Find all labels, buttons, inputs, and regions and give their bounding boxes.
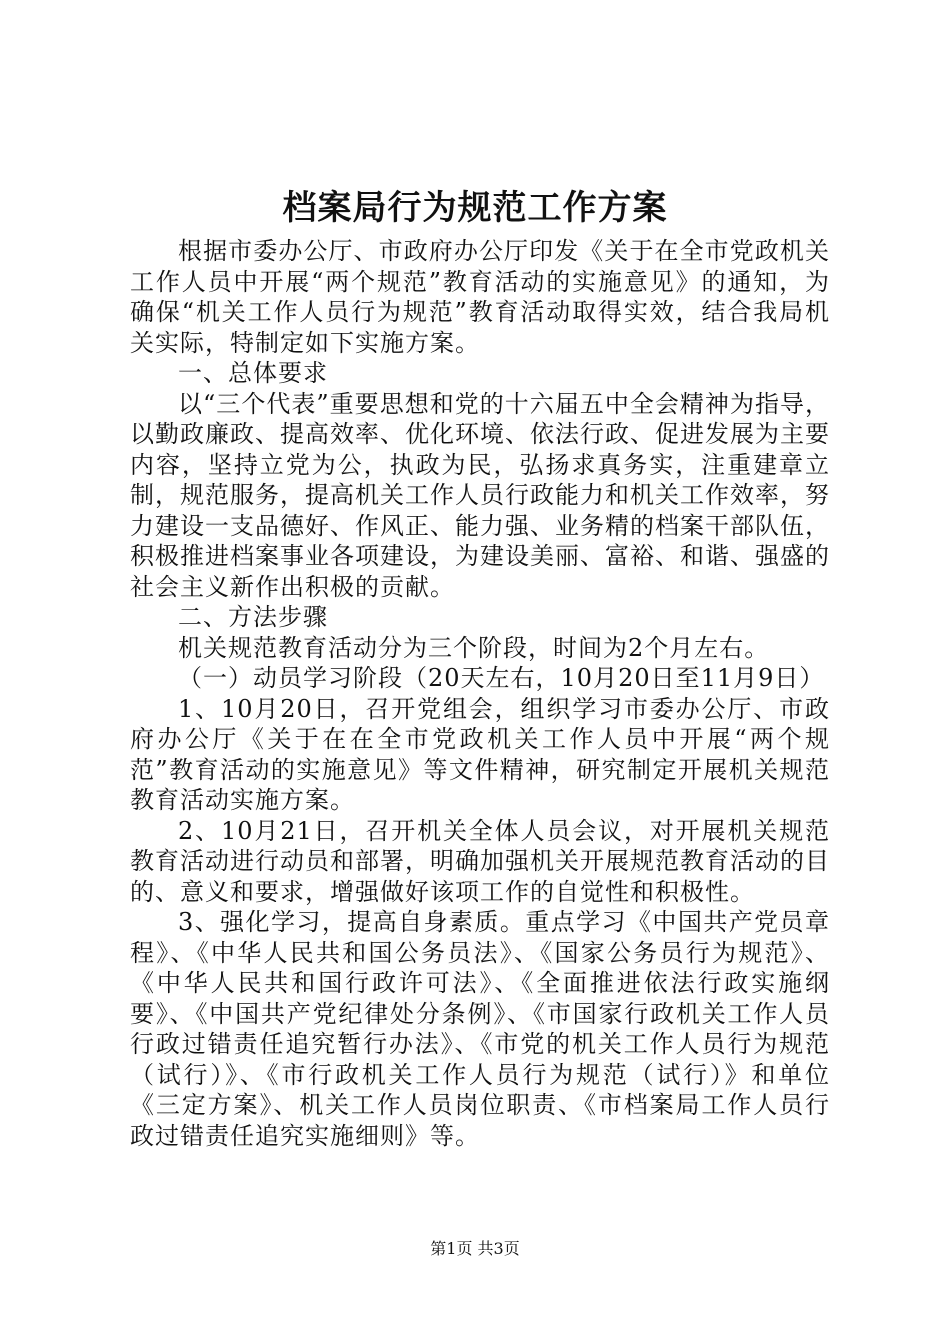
paragraph-step-3: 3、强化学习，提高自身素质。重点学习《中国共产党员章程》、《中华人民共和国公务员法》、《国家公务员行为规范》、《中华人民共和国行政许可法》、《全面推进依法行政实施纲要》、《中国共产党纪律处分条例》、《市国家行政机关工作人员行政过错责任追究暂行办法》、《市党的机关工作人员行为规范（试行）》、《市行政机关工作人员行为规范（试行）》和单位《三定方案》、机关工作人员岗位职责、《市档案局工作人员行政过错责任追究实施细则》等。	[130, 908, 830, 1150]
section-heading-method-steps: 二、方法步骤	[178, 603, 328, 631]
document-title: 档案局行为规范工作方案	[282, 188, 668, 228]
document-body	[130, 236, 830, 1151]
paragraph-stages-overview: 机关规范教育活动分为三个阶段，时间为2个月左右。	[178, 633, 770, 662]
subheading-mobilization-stage: （一）动员学习阶段（20天左右，10月20日至11月9日）	[178, 664, 825, 692]
paragraph-intro: 根据市委办公厅、市政府办公厅印发《关于在全市党政机关工作人员中开展“两个规范”教育活动的实施意见》的通知，为确保“机关工作人员行为规范”教育活动取得实效，结合我局机关实际，特制定如下实施方案。	[130, 237, 830, 357]
paragraph-step-2: 2、10月21日，召开机关全体人员会议，对开展机关规范教育活动进行动员和部署，明确加强机关开展规范教育活动的目的、意义和要求，增强做好该项工作的自觉性和积极性。	[130, 816, 830, 906]
paragraph-general-requirements: 以“三个代表”重要思想和党的十六届五中全会精神为指导，以勤政廉政、提高效率、优化环境、依法行政、促进发展为主要内容，坚持立党为公，执政为民，弘扬求真务实，注重建章立制，规范服务，提高机关工作人员行政能力和机关工作效率，努力建设一支品德好、作风正、能力强、业务精的档案干部队伍，积极推进档案事业各项建设，为建设美丽、富裕、和谐、强盛的社会主义新作出积极的贡献。	[130, 389, 830, 601]
section-heading-general-requirements: 一、总体要求	[178, 359, 328, 387]
page-footer: 第1页 共3页	[430, 1239, 520, 1258]
paragraph-step-1: 1、10月20日，召开党组会，组织学习市委办公厅、市政府办公厅《关于在在全市党政机关工作人员中开展“两个规范”教育活动的实施意见》等文件精神，研究制定开展机关规范教育活动实施方案。	[130, 694, 830, 814]
